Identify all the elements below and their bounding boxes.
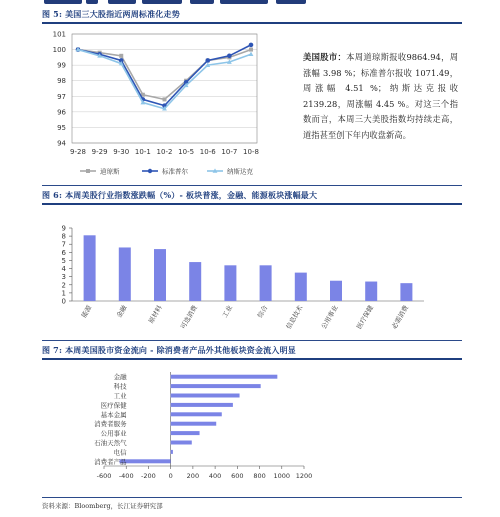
x-tick-label: 10-5 bbox=[178, 148, 195, 156]
legend-label-1: 道琼斯 bbox=[100, 167, 120, 176]
x-tick-label: 公用事业 bbox=[319, 304, 340, 331]
y-tick-label: 101 bbox=[52, 30, 66, 39]
bar-7 bbox=[295, 273, 307, 301]
x-tick-label: 800 bbox=[253, 472, 266, 480]
x-tick-label: 10-8 bbox=[243, 148, 259, 156]
bar-10 bbox=[400, 283, 412, 301]
x-tick-label: -200 bbox=[141, 472, 156, 480]
legend-label-2: 标准普尔 bbox=[162, 167, 188, 176]
x-tick-label: 信息技术 bbox=[284, 304, 305, 331]
bar-1 bbox=[171, 375, 278, 379]
figure6-rule bbox=[42, 203, 462, 205]
paragraph-body: 本周道琼斯报收9864.94，周涨幅 3.98 %；标准普尔报收 1071.49，周涨幅 4.51 %；纳斯达克报收 2139.28，周涨幅 4.45 %。对这三个指数而言，本周三大美股指数均持续走高，道指甚至创下年内收盘新高。 bbox=[303, 52, 458, 140]
us-market-paragraph bbox=[303, 50, 458, 143]
bar-8 bbox=[330, 281, 342, 301]
y-tick-label: 2 bbox=[61, 281, 66, 290]
y-category-label: 基本金属 bbox=[100, 410, 127, 419]
y-category-label: 石油天然气 bbox=[94, 439, 127, 447]
y-tick-label: 98 bbox=[57, 77, 66, 86]
source-rule bbox=[42, 497, 462, 498]
y-tick-label: 6 bbox=[61, 248, 66, 257]
sector-returns-bar-chart bbox=[42, 206, 462, 338]
x-tick-label: 综合 bbox=[255, 304, 270, 320]
figure7-top-rule bbox=[42, 340, 462, 341]
x-tick-label: 400 bbox=[208, 472, 222, 480]
x-tick-label: 原材料 bbox=[147, 304, 164, 325]
y-tick-label: 96 bbox=[57, 108, 66, 117]
y-tick-label: 97 bbox=[57, 92, 66, 101]
bar-6 bbox=[171, 422, 217, 426]
x-tick-label: 9-28 bbox=[70, 148, 86, 156]
series-point-2 bbox=[227, 54, 232, 59]
bar-1 bbox=[84, 235, 96, 301]
figure5-title: 图 5: 美国三大股指近两周标准化走势 bbox=[42, 9, 180, 19]
x-tick-label: 金融 bbox=[115, 304, 129, 320]
y-category-label: 医疗保健 bbox=[100, 401, 127, 410]
x-tick-label: 10-2 bbox=[156, 148, 173, 156]
y-category-label: 金融 bbox=[113, 373, 127, 382]
series-point-1 bbox=[249, 48, 253, 52]
x-tick-label: 1200 bbox=[295, 472, 313, 480]
y-category-label: 消费者产品 bbox=[94, 457, 127, 466]
y-tick-label: 1 bbox=[61, 289, 66, 298]
y-tick-label: 8 bbox=[61, 232, 66, 241]
y-tick-label: 99 bbox=[57, 61, 66, 70]
series-point-2 bbox=[249, 43, 254, 48]
y-tick-label: 5 bbox=[61, 256, 66, 265]
series-point-1 bbox=[119, 54, 123, 58]
x-tick-label: 10-1 bbox=[134, 148, 151, 156]
legend-marker-1 bbox=[86, 169, 90, 173]
bar-2 bbox=[171, 384, 261, 388]
bar-10 bbox=[120, 459, 171, 463]
y-category-label: 公用事业 bbox=[100, 429, 127, 438]
bar-3 bbox=[154, 249, 166, 301]
bar-9 bbox=[365, 282, 377, 301]
x-tick-label: -600 bbox=[96, 472, 112, 480]
bar-2 bbox=[119, 247, 131, 301]
series-point-2 bbox=[205, 58, 210, 63]
y-tick-label: 4 bbox=[61, 265, 66, 274]
figure7-title: 图 7: 本周美国股市资金流向 - 除消费者产品外其他板块资金流入明显 bbox=[42, 345, 296, 355]
bar-5 bbox=[224, 265, 236, 301]
bar-4 bbox=[171, 403, 233, 407]
bar-3 bbox=[171, 394, 240, 398]
series-point-1 bbox=[163, 97, 167, 101]
y-category-label: 科技 bbox=[113, 382, 127, 391]
x-tick-label: 1000 bbox=[273, 472, 291, 480]
bar-9 bbox=[171, 450, 173, 454]
y-tick-label: 95 bbox=[57, 123, 66, 132]
x-tick-label: 可选消费 bbox=[179, 304, 199, 331]
legend-label-3: 纳斯达克 bbox=[227, 167, 253, 176]
x-tick-label: 0 bbox=[168, 472, 173, 480]
legend-marker-2 bbox=[148, 169, 152, 173]
x-tick-label: 9-30 bbox=[113, 148, 130, 156]
bar-4 bbox=[189, 262, 201, 301]
top-title-strip bbox=[0, 0, 500, 4]
x-tick-label: 200 bbox=[186, 472, 200, 480]
x-tick-label: 必需消费 bbox=[390, 304, 411, 331]
paragraph-lead: 美国股市： bbox=[303, 52, 347, 62]
y-tick-label: 94 bbox=[57, 139, 66, 148]
bar-7 bbox=[171, 431, 200, 435]
y-category-label: 消费者服务 bbox=[94, 420, 127, 429]
x-tick-label: 600 bbox=[231, 472, 244, 480]
figure6-title: 图 6: 本周美股行业指数涨跌幅（%）- 板块普涨，金融、能源板块涨幅最大 bbox=[42, 190, 318, 200]
y-category-label: 电信 bbox=[113, 448, 127, 457]
y-tick-label: 9 bbox=[61, 224, 66, 233]
x-tick-label: 能源 bbox=[79, 304, 94, 320]
fund-flow-horizontal-bar-chart bbox=[42, 362, 462, 494]
x-tick-label: 工业 bbox=[220, 304, 235, 320]
x-tick-label: 9-29 bbox=[91, 148, 108, 156]
plot-frame bbox=[72, 34, 257, 143]
x-tick-label: -400 bbox=[118, 472, 134, 480]
y-tick-label: 3 bbox=[61, 273, 66, 282]
figure7-rule bbox=[42, 358, 462, 360]
x-tick-label: 10-7 bbox=[221, 148, 238, 156]
x-tick-label: 医疗保健 bbox=[355, 304, 375, 331]
y-category-label: 工业 bbox=[113, 392, 127, 400]
source-note: 资料来源：Bloomberg，长江证券研究部 bbox=[42, 502, 163, 510]
x-tick-label: 10-6 bbox=[199, 148, 216, 156]
bar-6 bbox=[260, 265, 272, 301]
bar-8 bbox=[171, 441, 192, 445]
y-tick-label: 0 bbox=[61, 297, 66, 306]
series-point-3 bbox=[249, 52, 254, 56]
figure6-top-rule bbox=[42, 185, 462, 186]
y-tick-label: 7 bbox=[61, 240, 66, 249]
y-tick-label: 100 bbox=[52, 46, 66, 55]
index-trend-line-chart bbox=[42, 24, 297, 184]
bar-5 bbox=[171, 412, 222, 416]
